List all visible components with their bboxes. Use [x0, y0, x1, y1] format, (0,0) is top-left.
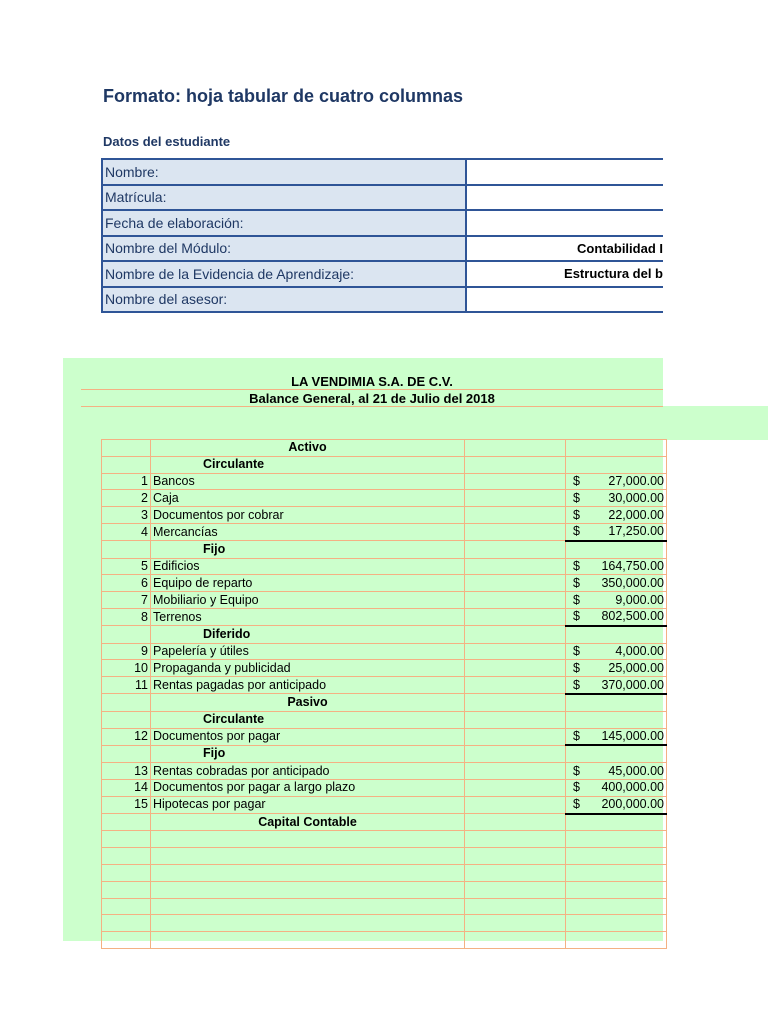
account-name: Documentos por pagar — [151, 728, 465, 745]
balance-row — [102, 456, 667, 473]
amount-cell — [566, 473, 667, 490]
currency-symbol: $ — [573, 780, 580, 795]
amount-cell — [566, 848, 667, 865]
balance-row — [102, 881, 667, 898]
account-number: 10 — [102, 660, 151, 677]
account-name: Terrenos — [151, 608, 465, 625]
balance-row — [102, 523, 667, 540]
account-number: 3 — [102, 507, 151, 524]
account-name — [151, 848, 465, 865]
account-name: Bancos — [151, 473, 465, 490]
account-number — [102, 694, 151, 711]
amount-cell — [566, 541, 667, 558]
subsection-heading: Fijo — [151, 541, 465, 558]
amount-cell — [566, 881, 667, 898]
empty-cell — [465, 473, 566, 490]
empty-cell — [465, 932, 566, 949]
currency-symbol: $ — [573, 524, 580, 539]
student-field-value[interactable] — [466, 287, 663, 313]
balance-row — [102, 592, 667, 609]
account-number: 9 — [102, 643, 151, 660]
currency-symbol: $ — [573, 507, 580, 522]
empty-cell — [465, 814, 566, 831]
amount-cell — [566, 575, 667, 592]
balance-row — [102, 932, 667, 949]
empty-cell — [465, 711, 566, 728]
amount-value: 4,000.00 — [615, 643, 664, 658]
currency-symbol: $ — [573, 473, 580, 488]
account-number — [102, 831, 151, 848]
balance-row — [102, 558, 667, 575]
student-row — [102, 261, 663, 287]
subsection-heading: Diferido — [151, 626, 465, 643]
currency-symbol: $ — [573, 609, 580, 624]
balance-row — [102, 814, 667, 831]
balance-row — [102, 864, 667, 881]
amount-value: 30,000.00 — [608, 490, 664, 505]
amount-value: 25,000.00 — [608, 660, 664, 675]
balance-row — [102, 915, 667, 932]
account-number — [102, 881, 151, 898]
empty-cell — [465, 541, 566, 558]
account-number: 1 — [102, 473, 151, 490]
account-number: 12 — [102, 728, 151, 745]
account-name: Propaganda y publicidad — [151, 660, 465, 677]
balance-row — [102, 575, 667, 592]
balance-row — [102, 440, 667, 457]
amount-value: 22,000.00 — [608, 507, 664, 522]
account-number — [102, 541, 151, 558]
balance-row — [102, 608, 667, 625]
student-field-value[interactable] — [466, 210, 663, 236]
subsection-heading: Circulante — [151, 456, 465, 473]
amount-cell — [566, 745, 667, 762]
amount-cell — [566, 814, 667, 831]
section-heading: Pasivo — [151, 694, 465, 711]
student-field-label: Nombre del asesor: — [102, 287, 466, 313]
empty-cell — [465, 523, 566, 540]
company-name: LA VENDIMIA S.A. DE C.V. — [291, 374, 453, 389]
section-heading: Capital Contable — [151, 814, 465, 831]
balance-row — [102, 763, 667, 780]
amount-cell — [566, 523, 667, 540]
account-name — [151, 898, 465, 915]
student-field-value[interactable]: Estructura del b — [466, 261, 663, 287]
account-number — [102, 711, 151, 728]
student-row — [102, 210, 663, 236]
amount-cell — [566, 660, 667, 677]
balance-row — [102, 694, 667, 711]
account-name: Documentos por pagar a largo plazo — [151, 779, 465, 796]
account-name — [151, 915, 465, 932]
account-number: 4 — [102, 523, 151, 540]
empty-cell — [465, 745, 566, 762]
amount-cell — [566, 490, 667, 507]
account-number: 8 — [102, 608, 151, 625]
empty-cell — [465, 796, 566, 813]
amount-cell — [566, 677, 667, 694]
account-name: Rentas cobradas por anticipado — [151, 763, 465, 780]
empty-cell — [465, 898, 566, 915]
amount-value: 802,500.00 — [601, 609, 664, 624]
balance-row — [102, 796, 667, 813]
account-name: Edificios — [151, 558, 465, 575]
balance-row — [102, 848, 667, 865]
account-number — [102, 456, 151, 473]
empty-cell — [465, 677, 566, 694]
empty-cell — [465, 608, 566, 625]
account-name: Caja — [151, 490, 465, 507]
account-name: Mobiliario y Equipo — [151, 592, 465, 609]
account-number — [102, 440, 151, 457]
balance-row — [102, 643, 667, 660]
balance-row — [102, 831, 667, 848]
amount-cell — [566, 796, 667, 813]
currency-symbol: $ — [573, 643, 580, 658]
student-row — [102, 236, 663, 262]
account-number — [102, 915, 151, 932]
amount-value: 400,000.00 — [601, 780, 664, 795]
balance-row — [102, 507, 667, 524]
empty-cell — [465, 490, 566, 507]
amount-cell — [566, 643, 667, 660]
amount-cell — [566, 831, 667, 848]
divider-line — [81, 406, 663, 407]
empty-cell — [465, 694, 566, 711]
empty-cell — [465, 643, 566, 660]
empty-cell — [465, 864, 566, 881]
student-field-label: Nombre: — [102, 159, 466, 185]
empty-cell — [465, 456, 566, 473]
amount-cell — [566, 608, 667, 625]
student-row — [102, 185, 663, 211]
amount-cell — [566, 763, 667, 780]
account-number: 2 — [102, 490, 151, 507]
account-number — [102, 848, 151, 865]
account-number: 14 — [102, 779, 151, 796]
amount-cell — [566, 440, 667, 457]
balance-side-highlight — [663, 406, 768, 440]
account-number — [102, 814, 151, 831]
account-number — [102, 864, 151, 881]
empty-cell — [465, 660, 566, 677]
balance-title: Balance General, al 21 de Julio del 2018 — [249, 391, 495, 406]
account-name: Papelería y útiles — [151, 643, 465, 660]
amount-value: 350,000.00 — [601, 575, 664, 590]
student-field-label: Nombre del Módulo: — [102, 236, 466, 262]
empty-cell — [465, 575, 566, 592]
balance-table — [101, 439, 667, 949]
amount-value: 27,000.00 — [608, 473, 664, 488]
amount-cell — [566, 932, 667, 949]
empty-cell — [465, 592, 566, 609]
empty-cell — [465, 558, 566, 575]
currency-symbol: $ — [573, 763, 580, 778]
student-section-title: Datos del estudiante — [103, 134, 231, 149]
currency-symbol: $ — [573, 490, 580, 505]
amount-cell — [566, 779, 667, 796]
account-number — [102, 898, 151, 915]
empty-cell — [465, 881, 566, 898]
empty-cell — [465, 779, 566, 796]
subsection-heading: Circulante — [151, 711, 465, 728]
empty-cell — [465, 763, 566, 780]
student-field-value[interactable] — [466, 159, 663, 185]
student-row — [102, 287, 663, 313]
account-name: Equipo de reparto — [151, 575, 465, 592]
account-name: Documentos por cobrar — [151, 507, 465, 524]
amount-value: 164,750.00 — [601, 558, 664, 573]
section-heading: Activo — [151, 440, 465, 457]
student-field-value[interactable] — [466, 185, 663, 211]
currency-symbol: $ — [573, 660, 580, 675]
amount-cell — [566, 898, 667, 915]
balance-row — [102, 745, 667, 762]
amount-value: 45,000.00 — [608, 763, 664, 778]
amount-value: 200,000.00 — [601, 797, 664, 812]
account-name — [151, 881, 465, 898]
account-number: 7 — [102, 592, 151, 609]
account-name: Hipotecas por pagar — [151, 796, 465, 813]
amount-cell — [566, 456, 667, 473]
subsection-heading: Fijo — [151, 745, 465, 762]
student-field-label: Matrícula: — [102, 185, 466, 211]
account-number: 6 — [102, 575, 151, 592]
amount-value: 145,000.00 — [601, 728, 664, 743]
account-name — [151, 831, 465, 848]
currency-symbol: $ — [573, 558, 580, 573]
amount-cell — [566, 626, 667, 643]
balance-row — [102, 677, 667, 694]
amount-cell — [566, 728, 667, 745]
balance-row — [102, 490, 667, 507]
account-number — [102, 626, 151, 643]
amount-value: 370,000.00 — [601, 677, 664, 692]
amount-value: 9,000.00 — [615, 592, 664, 607]
account-name — [151, 932, 465, 949]
empty-cell — [465, 440, 566, 457]
account-number: 11 — [102, 677, 151, 694]
student-field-label: Nombre de la Evidencia de Aprendizaje: — [102, 261, 466, 287]
account-number: 13 — [102, 763, 151, 780]
empty-cell — [465, 507, 566, 524]
empty-cell — [465, 915, 566, 932]
amount-cell — [566, 711, 667, 728]
empty-cell — [465, 831, 566, 848]
balance-row — [102, 728, 667, 745]
currency-symbol: $ — [573, 728, 580, 743]
amount-cell — [566, 592, 667, 609]
balance-row — [102, 898, 667, 915]
amount-value: 17,250.00 — [608, 524, 664, 539]
student-data-table — [101, 158, 663, 313]
account-name: Mercancías — [151, 523, 465, 540]
empty-cell — [465, 728, 566, 745]
student-field-value[interactable]: Contabilidad I — [466, 236, 663, 262]
balance-row — [102, 711, 667, 728]
empty-cell — [465, 626, 566, 643]
balance-row — [102, 541, 667, 558]
amount-cell — [566, 864, 667, 881]
account-number: 15 — [102, 796, 151, 813]
balance-row — [102, 779, 667, 796]
amount-cell — [566, 915, 667, 932]
balance-row — [102, 473, 667, 490]
account-number — [102, 745, 151, 762]
student-row — [102, 159, 663, 185]
currency-symbol: $ — [573, 575, 580, 590]
currency-symbol: $ — [573, 677, 580, 692]
currency-symbol: $ — [573, 797, 580, 812]
empty-cell — [465, 848, 566, 865]
amount-cell — [566, 507, 667, 524]
student-field-label: Fecha de elaboración: — [102, 210, 466, 236]
balance-row — [102, 660, 667, 677]
amount-cell — [566, 694, 667, 711]
divider-line — [81, 389, 663, 390]
currency-symbol: $ — [573, 592, 580, 607]
account-number: 5 — [102, 558, 151, 575]
amount-cell — [566, 558, 667, 575]
account-name — [151, 864, 465, 881]
account-number — [102, 932, 151, 949]
balance-row — [102, 626, 667, 643]
account-name: Rentas pagadas por anticipado — [151, 677, 465, 694]
page-title: Formato: hoja tabular de cuatro columnas — [103, 86, 464, 106]
